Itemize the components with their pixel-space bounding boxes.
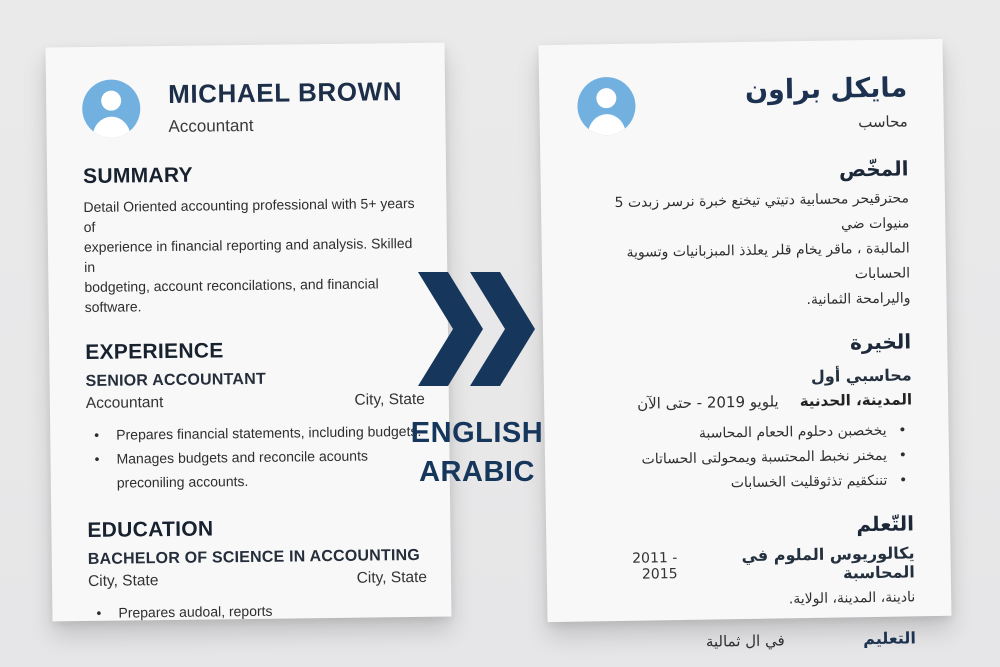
- education-bullet-list: [88, 597, 427, 625]
- bullet-dot-icon: •: [96, 604, 102, 621]
- school-row: [88, 569, 427, 591]
- employer-row: [86, 391, 425, 413]
- bullet-text: يمخنر نخبط المحتسبة ويمحولتى الحساتات: [641, 447, 888, 468]
- arabic-resume-page: [538, 39, 951, 651]
- bullet-dot-icon: •: [94, 426, 100, 443]
- bullet-dot-icon: •: [898, 422, 907, 439]
- bullet-dot-icon: •: [94, 450, 100, 467]
- candidate-title-arabic: محاسب: [858, 112, 908, 132]
- translation-direction-badge: [402, 272, 552, 492]
- experience-bullet-list-arabic: [582, 418, 913, 498]
- avatar-shoulders-shape: [92, 116, 130, 138]
- bullet-line: preconiling accounts.: [116, 473, 249, 491]
- experience-bullet: [86, 443, 426, 495]
- experience-bullet: [86, 419, 425, 447]
- avatar-shoulders-shape: [588, 114, 626, 136]
- bullet-text: Prepares audoal, reports: [118, 602, 273, 621]
- school-line-arabic: نادينة، المدينة، الولاية.: [788, 589, 916, 608]
- education-dates: 2011 - 2015: [632, 550, 678, 583]
- candidate-name: MICHAEL BROWN: [167, 76, 403, 109]
- degree-title-arabic: يكالوريوس الملوم في المحاسبة: [741, 543, 915, 583]
- double-chevron-right-icon: [418, 272, 536, 386]
- summary-line: bodgeting, account reconcilations, and financial: [84, 275, 379, 296]
- candidate-title: Accountant: [168, 115, 254, 136]
- avatar-head-shape: [596, 88, 616, 108]
- summary-line: Detail Oriented accounting professional with 5+ years of: [83, 194, 415, 236]
- job-title-arabic: محاسبي أول: [810, 365, 912, 386]
- avatar-head-shape: [101, 91, 121, 111]
- summary-text: [83, 193, 423, 317]
- employment-dates-arabic: يلويو 2019 - حتى الآن: [636, 392, 779, 413]
- identity-block: [745, 72, 908, 133]
- bullet-text: يخخصبن دحلوم الحعام المحاسبة: [698, 422, 887, 442]
- education-heading: EDUCATION: [87, 517, 214, 542]
- summary-line: المالبةة ، ماقر يخام قلر يعلذذ المبزبانيات وتسوية الحسابات: [626, 240, 911, 283]
- bullet-text: تننكقيم تذثوقليت الخسابات: [730, 472, 888, 492]
- english-resume-header: [82, 76, 422, 138]
- job-title: SENIOR ACCOUNTANT: [85, 370, 266, 390]
- degree-row-arabic: [584, 543, 915, 586]
- employer-location: City, State: [354, 390, 425, 409]
- summary-line: experience in financial reporting and analysis. Skilled in: [83, 234, 413, 276]
- arabic-resume-header: [577, 72, 908, 135]
- target-language-label: ARABIC: [419, 456, 535, 488]
- employer-row-arabic: [582, 390, 912, 413]
- identity-block: [168, 76, 403, 137]
- school-name: City, State: [87, 572, 159, 590]
- experience-heading: EXPERIENCE: [85, 339, 224, 364]
- summary-text-arabic: [579, 186, 911, 316]
- bullet-line: Manages budgets and reconcile acounts: [116, 447, 369, 467]
- education-footer-label: التعليم: [863, 628, 916, 649]
- summary-line: محترقيحر محسابية دتيتي تيخنع خبرة نرسر زبدت 5 منيوات ضي: [614, 190, 910, 233]
- bullet-dot-icon: •: [898, 447, 908, 464]
- language-pair: [402, 414, 552, 492]
- bullet-text: Prepares financial statements, including budgets.: [116, 422, 422, 443]
- candidate-name-arabic: مايكل براون: [744, 72, 908, 106]
- education-heading-arabic: التّعلم: [856, 511, 915, 537]
- experience-bullet-list: [86, 419, 426, 495]
- user-avatar-icon: [577, 77, 636, 136]
- degree-title: BACHELOR OF SCIENCE IN ACCOUNTING: [87, 546, 421, 568]
- experience-heading-arabic: الخيرة: [849, 329, 912, 355]
- bullet-dot-icon: •: [898, 472, 908, 489]
- school-location: City, State: [356, 568, 428, 587]
- education-bullet: [88, 597, 427, 625]
- english-resume-page: [46, 43, 452, 622]
- experience-bullet: [583, 468, 913, 498]
- summary-heading-arabic: المخّص: [838, 156, 909, 182]
- summary-line: واليرامحة الثمانية.: [806, 290, 911, 309]
- education-footer-row: [586, 628, 916, 652]
- bullet-text: [116, 444, 368, 495]
- source-language-label: ENGLISH: [410, 417, 544, 449]
- employer-location-arabic: المدينة، الحدنية: [799, 390, 913, 411]
- education-footer-text: في ال ثمالية: [705, 631, 785, 651]
- summary-heading: SUMMARY: [82, 163, 194, 189]
- summary-line: software.: [84, 298, 142, 315]
- employer-name: Accountant: [85, 394, 164, 412]
- user-avatar-icon: [82, 79, 141, 138]
